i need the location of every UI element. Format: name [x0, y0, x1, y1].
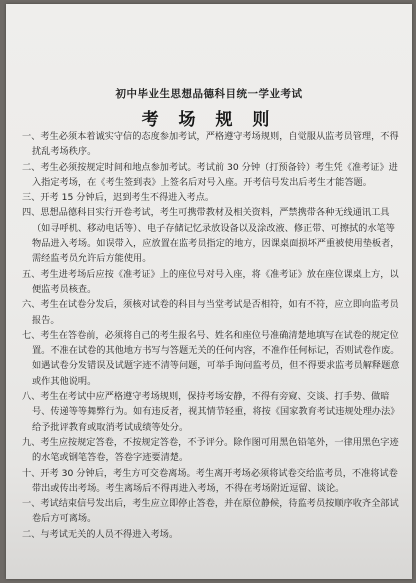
document-page [6, 4, 412, 579]
rule-item: 八、考生在考试中应严格遵守考场规则，保持考场安静，不得有旁窥、交谈、打手势、做暗号、传递等等舞弊行为。如有违反者，视其情节轻重，将按《国家教育考试违规处理办法》给予批评教育或取消考试成绩等处分。 [22, 391, 400, 433]
rule-item: 七、考生在答卷前，必须将自己的考生报名号、姓名和座位号准确清楚地填写在试卷的规定位置。不准在试卷的其他地方书写与答题无关的任何内容，不准作任何标记，否则试卷作废。如遇试卷分发错误及试题字迹不清等问题，可举手询问监考员，但不得要求监考员解释题意或作其他说明。 [22, 329, 400, 387]
rules-body [22, 129, 402, 542]
rule-item: 六、考生在试卷分发后，须核对试卷的科目与当堂考试是否相符，如有不符，应立即向监考员报告。 [22, 299, 399, 326]
rule-item: 三、开考 15 分钟后，迟到考生不得进入考点。 [22, 192, 215, 204]
page-title: 考 场 规 则 [141, 110, 277, 130]
rule-item: 二、与考试无关的人员不得进入考场。 [22, 528, 179, 540]
exam-subtitle: 初中毕业生思想品德科目统一学业考试 [115, 88, 303, 100]
rule-item: 二、考生必须按规定时间和地点参加考试。考试前 30 分钟（打预备铃）考生凭《准考证》进入指定考场，在《考生签到表》上签名后对号入座。开考信号发出后考生才能答题。 [22, 161, 398, 188]
rule-item: 五、考生进考场后应按《准考证》上的座位号对号入座，将《准考证》放在座位课桌上方，以便监考员核查。 [22, 268, 399, 295]
rule-item: 九、考生应按规定答卷，不按规定答卷，不予评分。除作图可用黑色铅笔外，一律用黑色字迹的水笔或钢笔答卷，答卷字迹要清楚。 [22, 436, 399, 464]
rule-item: 四、思想品德科目实行开卷考试，考生可携带教材及相关资料，严禁携带各种无线通讯工具（如寻呼机、移动电话等）、电子存储记忆录放设备以及涂改液、修正带、可擦拭的水笔等物品进入考场。如误带入，应放置在监考员指定的地方，因课桌面损坏严重被使用垫板者，需经监考员允许后方能使用。 [22, 207, 400, 265]
rule-item: 一、考生必须本着诚实守信的态度参加考试，严格遵守考场规则，自觉服从监考员管理，不得扰乱考场秩序。 [22, 131, 399, 158]
rule-item: 十、开考 30 分钟后，考生方可交卷离场。考生离开考场必须将试卷交给监考员，不准将试卷带出或传出考场。考生离场后不得再进入考场，不得在考场附近逗留、谈论。 [22, 467, 398, 494]
rule-item: 一、考试结束信号发出后，考生应立即停止答卷，并在原位静候，待监考员按顺序收齐全部试卷后方可离场。 [22, 498, 399, 525]
